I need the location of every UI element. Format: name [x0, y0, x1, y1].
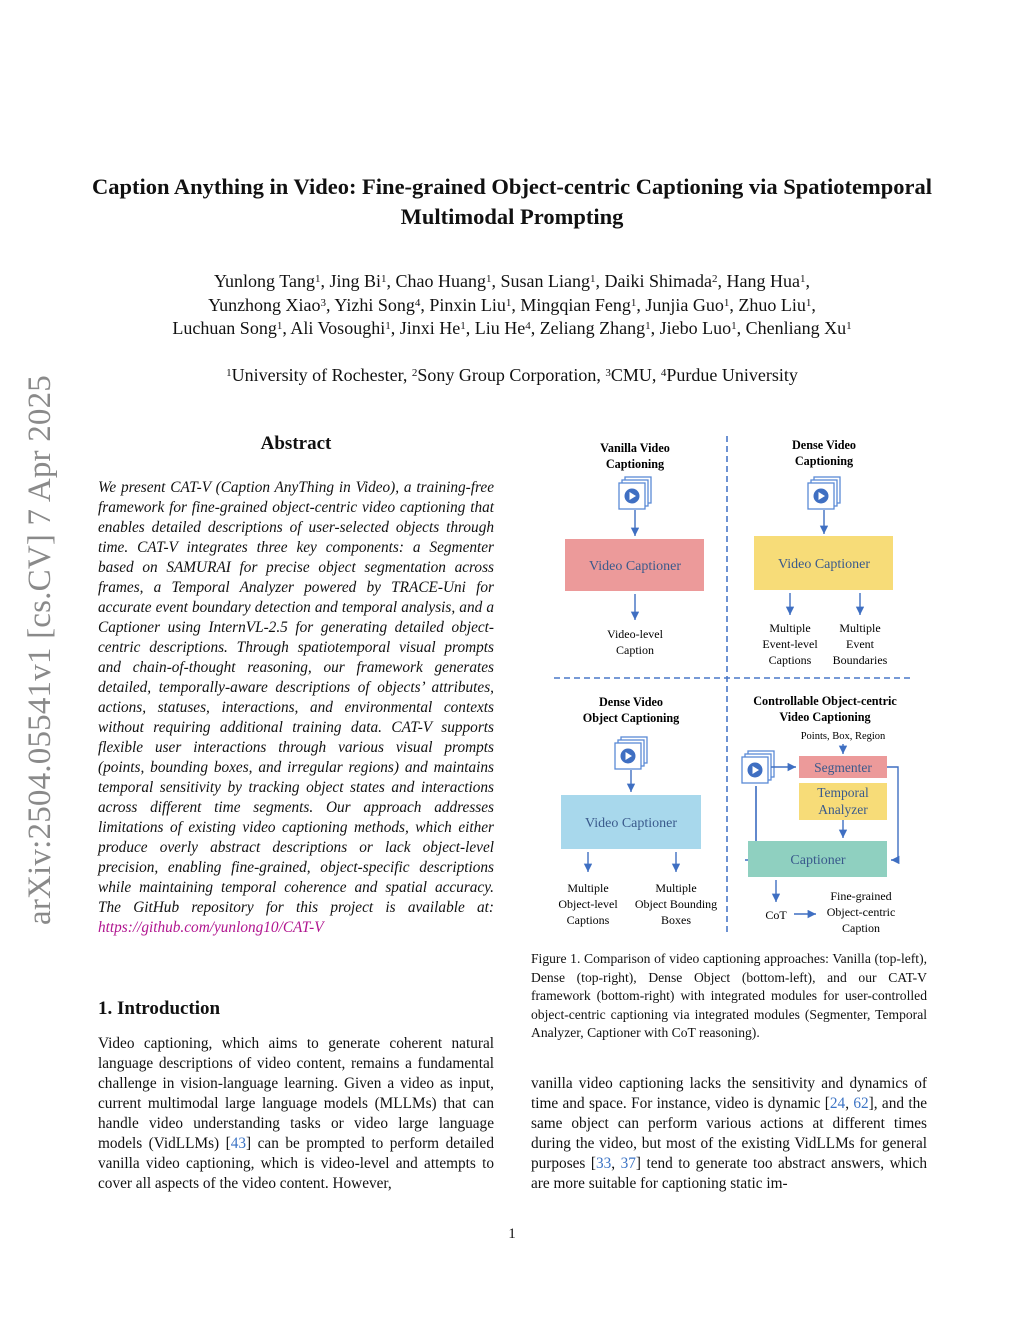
video-icon: [619, 477, 651, 509]
intro-paragraph-left: Video captioning, which aims to generate coherent natural language descriptions of video content, remains a fundamental challenge in vision-language learning. Given a video as input, current multimodal large language models (MLLMs) that can handle video understanding tasks or video large language models (VidLLMs) [43] can be prompted to perform detailed vanilla video captioning, which is video-level and attempts to cover all aspects of the video content. However,: [98, 1035, 494, 1192]
affiliations: $^1$University of Rochester, $^2$Sony Group Corporation, $^3$CMU, $^4$Purdue University: [226, 365, 798, 385]
author: Junjia Guo$^1$: [645, 294, 730, 315]
author: Daiki Shimada$^2$: [604, 271, 718, 291]
author-affiliation-mark: 1: [460, 320, 466, 332]
video-icon: [615, 737, 647, 769]
q2-output-captions: Multiple Event-level Captions: [762, 621, 818, 667]
author: Luchuan Song$^1$: [172, 318, 283, 338]
q1-box-label: Video Captioner: [588, 559, 682, 574]
github-link[interactable]: https://github.com/yunlong10/CAT-V: [98, 919, 324, 936]
citation-43[interactable]: 43: [230, 1135, 247, 1152]
intro-paragraph-right: vanilla video captioning lacks the sensitivity and dynamics of time and space. For instance, video is dynamic [24, 62], and the same object can perform various actions at different times during the video, but most of the existing VidLLMs for general purposes [33, 37] tend to generate too abstract answers, which are more suitable for captioning static im-: [531, 1075, 928, 1192]
author: Liu He$^4$: [474, 318, 531, 338]
author-affiliation-mark: 1: [276, 320, 283, 332]
author-affiliation-mark: 2: [711, 273, 718, 285]
author-affiliation-mark: 4: [414, 296, 421, 309]
q3-box-label: Video Captioner: [584, 816, 678, 831]
abstract-heading: Abstract: [260, 433, 332, 454]
author-affiliation-mark: 1: [805, 296, 812, 309]
author: Zhuo Liu$^1$: [738, 294, 812, 315]
author-affiliation-mark: 1: [314, 273, 321, 285]
author-affiliation-mark: 3: [320, 296, 327, 309]
abstract-body: [98, 478, 494, 938]
intro-heading: 1. Introduction: [98, 998, 221, 1019]
q4-title: Controllable Object-centric Video Captioning: [753, 694, 897, 724]
citation-37[interactable]: 37: [620, 1155, 636, 1172]
author: Mingqian Feng$^1$: [520, 294, 637, 315]
affiliation: Sony Group Corporation: [417, 365, 597, 385]
author-affiliation-mark: 1: [846, 320, 852, 332]
abstract-text: We present CAT-V (Caption AnyThing in Video), a training-free framework for fine-grained object-centric video captioning that enables detailed descriptions of user-selected objects through time. CAT-V integrates three key components: a Segmenter based on SAMURAI for precise object segmentation across frames, a Temporal Analyzer powered by TRACE-Uni for accurate event boundary detection and temporal analysis, and a Captioner using InternVL-2.5 for generating detailed object-centric descriptions. Through spatiotemporal visual prompts and chain-of-thought reasoning, our framework generates detailed, temporally-aware descriptions of objects’ attributes, actions, statuses, interactions, and environmental contexts without requiring additional training data. CAT-V supports flexible user interactions through various visual prompts (points, bounding boxes, and irregular regions) and maintains temporal sensitivity by tracking object states and interactions across different time segments. Our approach addresses limitations of existing video captioning methods, which either produce overly abstract descriptions or lack object-level precision, enabling fine-grained, object-specific descriptions while maintaining temporal coherence and spatial accuracy. The GitHub repository for this project is available at:: [98, 479, 494, 916]
author: Chenliang Xu$^1$: [745, 318, 852, 338]
citation-62[interactable]: 62: [853, 1095, 869, 1112]
author-list: Yunlong Tang$^1$, Jing Bi$^1$, Chao Huang$^1$, Susan Liang$^1$, Daiki Shimada$^2$, Hang Hua$^1$, Yunzhong Xiao$^3$, Yizhi Song$^4$, Pinxin Liu$^1$, Mingqian Feng$^1$, Junjia Guo$^1$, Zhuo Liu$^1$, Luchuan Song$^1$, Ali Vosoughi$^1$, Jinxi He$^1$, Liu He$^4$, Zeliang Zhang$^1$, Jiebo Luo$^1$, Chenliang Xu$^1$: [172, 271, 852, 338]
q4-captioner-label: Captioner: [790, 853, 846, 868]
figure-1-diagram: [550, 428, 920, 940]
video-icon: [742, 751, 774, 783]
author-affiliation-mark: 1: [645, 320, 651, 332]
q3-title: Dense Video Object Captioning: [582, 695, 680, 725]
author-affiliation-mark: 1: [485, 273, 492, 285]
citation-33[interactable]: 33: [595, 1155, 612, 1172]
author: Chao Huang$^1$: [395, 271, 492, 291]
q3-output-captions: Multiple Object-level Captions: [558, 881, 618, 927]
q2-box-label: Video Captioner: [777, 557, 871, 572]
q2-output-boundaries: Multiple Event Boundaries: [832, 621, 888, 667]
q1-output: Video-level Caption: [607, 627, 663, 657]
author: Pinxin Liu$^1$: [429, 294, 512, 315]
author-affiliation-mark: 1: [731, 320, 737, 332]
author-affiliation-mark: 1: [385, 320, 391, 332]
q2-title: Dense Video Captioning: [792, 438, 856, 468]
affiliation: Purdue University: [666, 365, 798, 385]
author: Yunzhong Xiao$^3$: [208, 294, 327, 315]
author-affiliation-mark: 1: [505, 296, 512, 309]
author-affiliation-mark: 4: [525, 320, 531, 332]
q4-cot-label: CoT: [765, 908, 787, 922]
affiliation: CMU: [610, 365, 652, 385]
q4-prompt-types: Points, Box, Region: [800, 731, 886, 742]
q4-output: Fine-grained Object-centric Caption: [826, 889, 896, 935]
video-icon: [808, 477, 840, 509]
author: Yizhi Song$^4$: [334, 294, 421, 315]
author: Susan Liang$^1$: [500, 271, 596, 291]
arxiv-stamp: arXiv:2504.05541v1 [cs.CV] 7 Apr 2025: [22, 375, 58, 926]
author: Ali Vosoughi$^1$: [290, 318, 391, 338]
author: Zeliang Zhang$^1$: [539, 318, 651, 338]
author: Jiebo Luo$^1$: [659, 318, 737, 338]
paper-title: Caption Anything in Video: Fine-grained Object-centric Captioning via Spatiotemporal Multimodal Prompting: [91, 174, 932, 229]
author-affiliation-mark: 1: [380, 273, 387, 285]
author-affiliation-mark: 1: [723, 296, 730, 309]
affiliation: University of Rochester: [231, 365, 403, 385]
author: Hang Hua$^1$: [726, 271, 806, 291]
author-affiliation-mark: 1: [799, 273, 806, 285]
q4-temporal-label: Temporal Analyzer: [817, 785, 869, 817]
q1-title: Vanilla Video Captioning: [600, 441, 670, 471]
page-number: 1: [508, 1226, 516, 1242]
author-affiliation-mark: 1: [630, 296, 637, 309]
author: Jing Bi$^1$: [329, 271, 387, 291]
author-affiliation-mark: 1: [589, 273, 596, 285]
author: Yunlong Tang$^1$: [214, 271, 321, 291]
q4-segmenter-label: Segmenter: [814, 760, 872, 775]
author: Jinxi He$^1$: [399, 318, 466, 338]
figure-1-caption: Figure 1. Comparison of video captioning approaches: Vanilla (top-left), Dense (top-right), Dense Object (bottom-left), and our CAT-V framework (bottom-right) with integrated modules for user-controlled object-centric captioning via integrated modules (Segmenter, Temporal Analyzer, Captioner with CoT reasoning).: [531, 951, 927, 1040]
citation-24[interactable]: 24: [829, 1095, 846, 1112]
q3-output-boxes: Multiple Object Bounding Boxes: [634, 881, 718, 927]
